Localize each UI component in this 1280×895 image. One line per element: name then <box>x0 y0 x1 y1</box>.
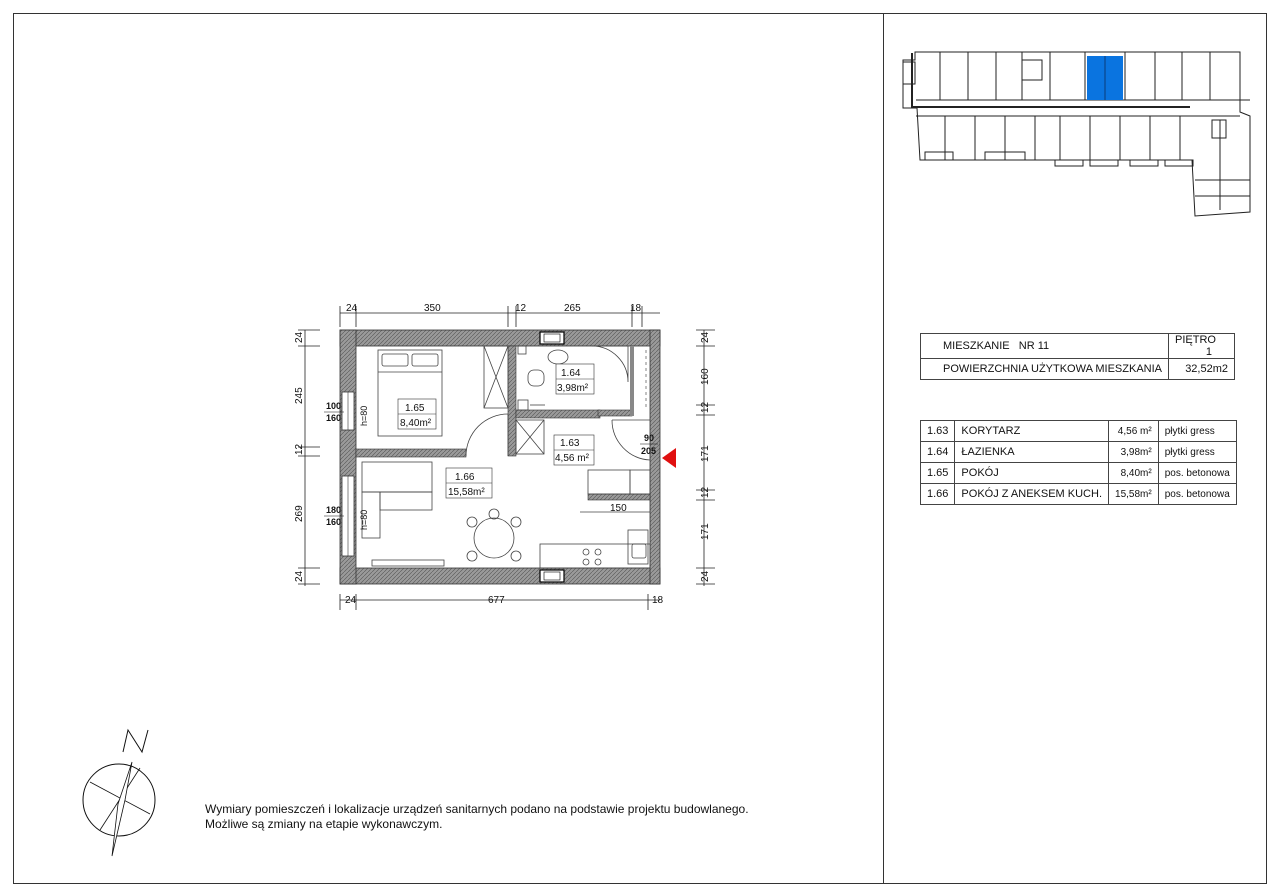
room-area: 4,56 m² <box>1109 421 1159 442</box>
dim-left-3: 12 <box>294 443 305 455</box>
room-no: 1.66 <box>921 484 955 505</box>
room-area: 3,98m² <box>1109 442 1159 463</box>
apartment-summary-table <box>920 333 1235 380</box>
room-finish: pos. betonowa <box>1158 463 1236 484</box>
table-row <box>921 484 1237 505</box>
room-name: POKÓJ Z ANEKSEM KUCH. <box>955 484 1109 505</box>
window-1-width: 100 <box>326 401 342 411</box>
entrance-arrow-icon <box>662 448 676 468</box>
door-width: 90 <box>644 433 655 443</box>
walls <box>340 330 660 584</box>
room-name: KORYTARZ <box>955 421 1109 442</box>
dim-right-4: 171 <box>700 445 711 462</box>
room-id-164: 1.64 <box>561 368 581 379</box>
window-2-width: 180 <box>326 505 342 515</box>
room-name: POKÓJ <box>955 463 1109 484</box>
room-finish: pos. betonowa <box>1158 484 1236 505</box>
apartment-label: MIESZKANIE NR 11 <box>921 334 1169 359</box>
kitchen-dim: 150 <box>610 503 627 514</box>
room-finish: płytki gress <box>1158 421 1236 442</box>
window-2-height: 160 <box>326 517 342 527</box>
disclaimer-note <box>205 802 749 832</box>
room-area-165: 8,40m² <box>400 418 432 429</box>
rooms-table <box>920 420 1237 505</box>
table-row <box>921 421 1237 442</box>
note-line-2: Możliwe są zmiany na etapie wykonawczym. <box>205 817 443 831</box>
building-key-plan <box>903 52 1250 216</box>
room-area: 8,40m² <box>1109 463 1159 484</box>
dim-right-5: 12 <box>700 486 711 498</box>
dim-left-4: 269 <box>294 505 305 522</box>
room-name: ŁAZIENKA <box>955 442 1109 463</box>
room-id-166: 1.66 <box>455 472 475 483</box>
dim-left-1: 24 <box>294 331 305 343</box>
dim-top-1: 24 <box>346 303 358 314</box>
window-2-sill: h=80 <box>359 509 369 530</box>
room-area-164: 3,98m² <box>557 383 589 394</box>
table-row <box>921 442 1237 463</box>
dim-bottom-1: 24 <box>345 595 357 606</box>
room-id-163: 1.63 <box>560 438 580 449</box>
dim-top-4: 265 <box>564 303 581 314</box>
room-area-163: 4,56 m² <box>555 453 589 464</box>
room-area: 15,58m² <box>1109 484 1159 505</box>
room-area-166: 15,58m² <box>448 487 485 498</box>
apartment-number: NR 11 <box>1018 340 1050 352</box>
north-compass-icon <box>83 730 155 856</box>
dim-top-2: 350 <box>424 303 441 314</box>
dim-right-7: 24 <box>700 570 711 582</box>
note-line-1: Wymiary pomieszczeń i lokalizacje urządzeń sanitarnych podano na podstawie projektu budowlanego. <box>205 802 749 816</box>
dim-top-3: 12 <box>515 303 527 314</box>
dim-bottom-3: 18 <box>652 595 664 606</box>
dim-left-2: 245 <box>294 387 305 404</box>
room-no: 1.63 <box>921 421 955 442</box>
dim-right-2: 160 <box>700 368 711 385</box>
area-value: 32,52m2 <box>1169 359 1235 380</box>
dim-right-6: 171 <box>700 523 711 540</box>
window-1-height: 160 <box>326 413 342 423</box>
floor-value: 1 <box>1205 346 1212 358</box>
door-height: 205 <box>641 446 657 456</box>
dim-bottom-2: 677 <box>488 595 505 606</box>
dim-top-5: 18 <box>630 303 642 314</box>
dim-right-1: 24 <box>700 331 711 343</box>
table-row <box>921 463 1237 484</box>
area-label: POWIERZCHNIA UŻYTKOWA MIESZKANIA <box>921 359 1169 380</box>
floor-cell: PIĘTRO 1 <box>1169 334 1235 359</box>
dim-right-3: 12 <box>700 401 711 413</box>
north-label <box>131 730 132 731</box>
dim-left-5: 24 <box>294 570 305 582</box>
room-no: 1.65 <box>921 463 955 484</box>
room-id-165: 1.65 <box>405 403 425 414</box>
room-no: 1.64 <box>921 442 955 463</box>
window-1-sill: h=80 <box>359 405 369 426</box>
room-finish: płytki gress <box>1158 442 1236 463</box>
